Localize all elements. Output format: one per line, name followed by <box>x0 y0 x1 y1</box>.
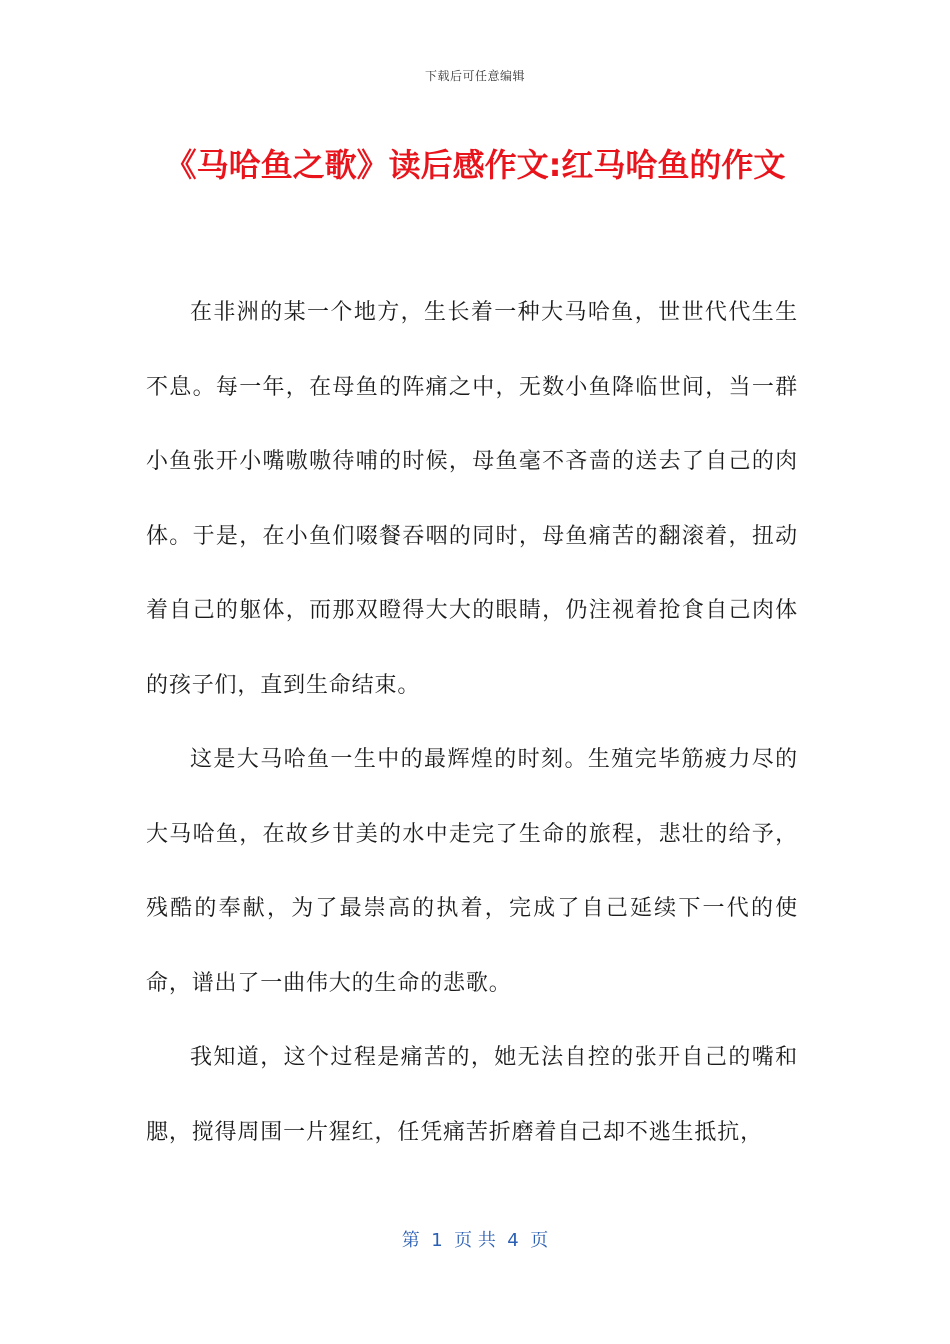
header-note: 下载后可任意编辑 <box>424 69 525 83</box>
paragraph-1: 在非洲的某一个地方，生长着一种大马哈鱼，世世代代生生不息。每一年，在母鱼的阵痛之中，无数小鱼降临世间，当一群小鱼张开小嘴嗷嗷待哺的时候，母鱼毫不吝啬的送去了自己的肉体。于是，在小鱼们啜餐吞咽的同时，母鱼痛苦的翻滚着，扭动着自己的躯体，而那双瞪得大大的眼睛，仍注视着抢食自己肉体的孩子们，直到生命结束。 <box>146 300 798 698</box>
document-body <box>146 276 798 1170</box>
document-title: 《马哈鱼之歌》读后感作文:红马哈鱼的作文 <box>164 146 786 184</box>
paragraph-3: 我知道，这个过程是痛苦的，她无法自控的张开自己的嘴和腮，搅得周围一片猩红，任凭痛苦折磨着自己却不逃生抵抗， <box>146 1045 798 1145</box>
page-number: 第 1 页 共 4 页 <box>401 1230 549 1251</box>
paragraph-2: 这是大马哈鱼一生中的最辉煌的时刻。生殖完毕筋疲力尽的大马哈鱼，在故乡甘美的水中走完了生命的旅程，悲壮的给予，残酷的奉献，为了最崇高的执着，完成了自己延续下一代的使命，谱出了一曲伟大的生命的悲歌。 <box>146 747 798 996</box>
